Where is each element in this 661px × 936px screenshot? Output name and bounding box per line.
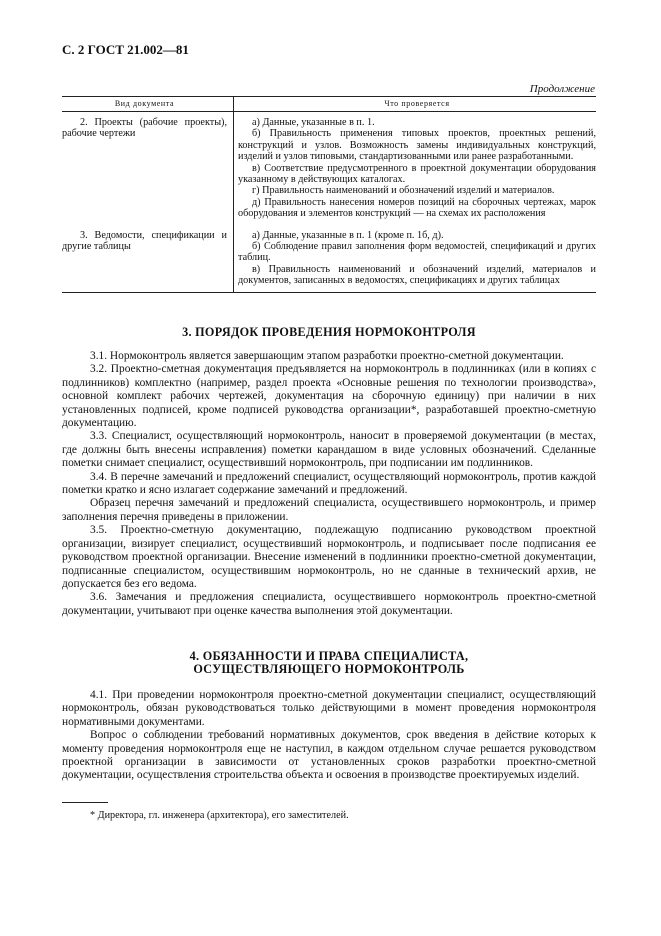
table-row: [62, 112, 596, 225]
paragraph-3-1: 3.1. Нормоконтроль является завершающим этапом разработки проектно-сметной документации.: [90, 350, 564, 362]
doc-type-cell: 3. Ведомости, спецификации и другие таблицы: [62, 225, 234, 293]
section-3-heading: 3. ПОРЯДОК ПРОВЕДЕНИЯ НОРМОКОНТРОЛЯ: [182, 325, 476, 339]
check-item: в) Правильность наименований и обозначений изделий, материалов и документов, записанных в ведомостях, спецификациях и других таблицах: [238, 263, 596, 287]
check-item: б) Соблюдение правил заполнения форм ведомостей, спецификаций и других таблиц.: [238, 241, 596, 264]
continuation-label: Продолжение: [529, 83, 595, 95]
paragraph-3-3: 3.3. Специалист, осуществляющий нормоконтроль, наносит в проверяемой документации (в местах, где должны быть внесены исправления) пометки карандашом в виде условных обозначений. Сделанные пометки снимает специалист, осуществивший нормоконтроль, при подписании им подлинников.: [62, 430, 596, 470]
inspection-table: [62, 96, 596, 293]
footnote: * Директора, гл. инженера (архитектора), его заместителей.: [90, 810, 349, 821]
check-item: б) Правильность применения типовых проектов, проектных решений, конструкций и узлов. Возможность замены индивидуальных конструкций, изделий и узлов типовыми, стандартизованными или ранее разработанными.: [238, 128, 596, 163]
paragraph-3-4-sample: Образец перечня замечаний и предложений специалиста, осуществившего нормоконтроль, и пример заполнения перечня приведены в приложении.: [62, 497, 596, 523]
doc-type-cell: 2. Проекты (рабочие проекты), рабочие чертежи: [62, 117, 227, 140]
section-4-body: [62, 689, 596, 783]
section-4-heading: [62, 650, 596, 676]
page-header: С. 2 ГОСТ 21.002—81: [62, 42, 189, 57]
checks-cell: [234, 112, 597, 225]
table-row: [62, 225, 596, 293]
paragraph-3-5: 3.5. Проектно-сметную документацию, подлежащую подписанию руководством проектной организации, визирует специалист, осуществивший нормоконтроль, и подписывает после подписания ее руководством проектной организации. Внесение изменений в подлинники проектно-сметной документации, подписанные специалистом, осуществившим нормоконтроль, но не сданные в технический архив, не допускается без его ведома.: [62, 524, 596, 590]
check-item: г) Правильность наименований и обозначений изделий и материалов.: [252, 185, 555, 197]
paragraph-4-1: 4.1. При проведении нормоконтроля проектно-сметной документации специалист, осуществляющий нормоконтроль, обязан руководствоваться только действующими в момент проведения нормоконтроля нормативными документами.: [62, 689, 596, 728]
section-3-body: [62, 350, 596, 618]
footnote-divider: [62, 802, 108, 803]
paragraph-3-4: 3.4. В перечне замечаний и предложений специалист, осуществляющий нормоконтроль, против каждой пометки кратко и ясно излагает содержание замечаний и предложений.: [62, 470, 596, 497]
section-4-heading-line-1: 4. ОБЯЗАННОСТИ И ПРАВА СПЕЦИАЛИСТА,: [189, 649, 469, 663]
check-item: д) Правильность нанесения номеров позиций на сборочных чертежах, марок оборудования и элементов конструкций — на схемах их расположения: [238, 196, 596, 220]
paragraph-3-2: 3.2. Проектно-сметная документация предъявляется на нормоконтроль в подлинниках (или в копиях с подлинников) комплектно (например, раздел проекта «Основные решения по технологии производства», основной комплект рабочих чертежей, документация на сборочную единицу) при наличии в них установленных подписей, кроме подписей руководства организации*, разработавшей проектно-сметную документацию.: [62, 363, 596, 430]
section-4-heading-line-2: ОСУЩЕСТВЛЯЮЩЕГО НОРМОКОНТРОЛЬ: [193, 662, 465, 676]
check-item: в) Соответствие предусмотренного в проектной документации оборудования указанному в действующих каталогах.: [238, 162, 596, 186]
check-item: а) Данные, указанные в п. 1 (кроме п. 1б, д).: [252, 229, 444, 241]
paragraph-3-6: 3.6. Замечания и предложения специалиста, осуществившего нормоконтроль проектно-сметной документации, учитывают при оценке качества выполнения этой документации.: [62, 591, 596, 617]
paragraph-4-1-note: Вопрос о соблюдении требований нормативных документов, срок введения в действие которых к моменту проведения нормоконтроля еще не наступил, в каждом отдельном случае решается руководством проектной организации в зависимости от установленных сроков разработки проектно-сметной документации, осуществления строительства объекта и освоения в производстве проектируемых изделий.: [62, 729, 596, 782]
column-header-checks: Что проверяется: [234, 97, 597, 112]
table-header-row: [62, 97, 596, 112]
checks-cell: [234, 225, 597, 293]
check-item: а) Данные, указанные в п. 1.: [252, 117, 375, 128]
column-header-doc-type: Вид документа: [62, 97, 234, 112]
